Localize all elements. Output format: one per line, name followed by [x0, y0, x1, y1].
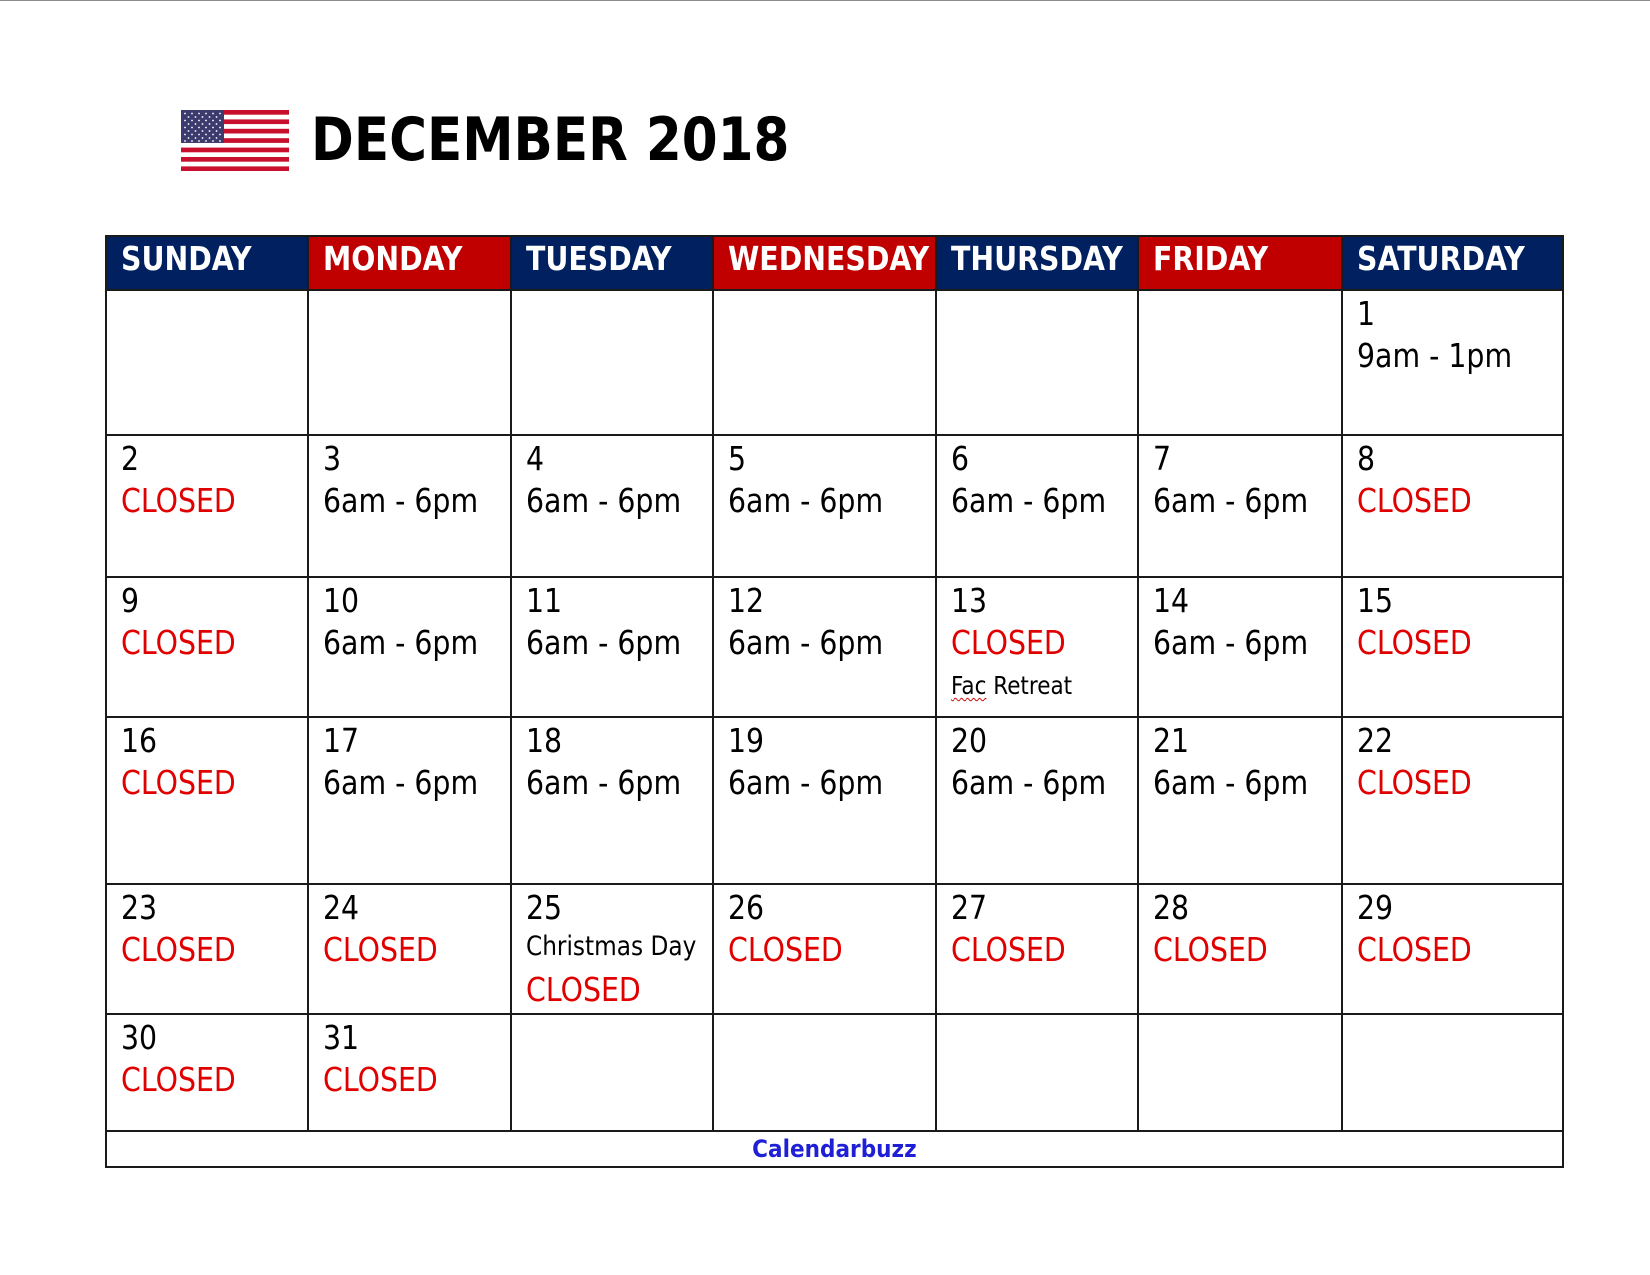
day-number: 1	[1357, 294, 1376, 333]
day-cell-content	[1153, 889, 1315, 973]
day-cell	[1342, 717, 1563, 884]
day-cell-content	[728, 440, 906, 524]
day-cell-content	[323, 582, 484, 666]
day-cell	[713, 1014, 936, 1131]
day-cell-content	[1153, 582, 1315, 666]
day-number: 26	[728, 888, 765, 927]
day-number: 17	[323, 721, 360, 760]
closed-label: CLOSED	[951, 623, 1066, 662]
day-cell	[1138, 717, 1342, 884]
day-number: 10	[323, 581, 360, 620]
day-cell-content	[323, 889, 484, 973]
hours-label: 9am - 1pm	[1357, 336, 1513, 375]
day-cell	[713, 577, 936, 717]
hours-label: 6am - 6pm	[728, 763, 884, 802]
day-number: 11	[526, 581, 563, 620]
day-cell	[511, 435, 713, 577]
week-row	[106, 577, 1563, 717]
day-number: 5	[728, 439, 747, 478]
day-number: 20	[951, 721, 988, 760]
day-cell	[106, 1014, 308, 1131]
day-number: 21	[1153, 721, 1190, 760]
weekday-header-row	[106, 236, 1563, 290]
closed-label: CLOSED	[121, 623, 236, 662]
closed-label: CLOSED	[121, 481, 236, 520]
day-cell-content	[1357, 295, 1533, 379]
day-cell	[713, 290, 936, 435]
week-row	[106, 290, 1563, 435]
day-cell	[713, 717, 936, 884]
closed-label: CLOSED	[951, 930, 1066, 969]
day-cell-content	[951, 582, 1111, 706]
week-row	[106, 435, 1563, 577]
day-cell-content	[121, 1019, 281, 1103]
day-number: 29	[1357, 888, 1394, 927]
day-cell	[1342, 290, 1563, 435]
day-number: 19	[728, 721, 765, 760]
week-row	[106, 1014, 1563, 1131]
hours-label: 6am - 6pm	[728, 481, 884, 520]
day-number: 31	[323, 1018, 360, 1057]
day-cell	[106, 884, 308, 1014]
hours-label: 6am - 6pm	[526, 481, 682, 520]
day-cell	[1138, 1014, 1342, 1131]
day-cell-content	[526, 582, 686, 666]
weekday-header-saturday: SATURDAY	[1342, 236, 1563, 290]
day-cell	[936, 717, 1138, 884]
day-number: 9	[121, 581, 140, 620]
day-cell	[511, 290, 713, 435]
hours-label: 6am - 6pm	[1153, 481, 1309, 520]
footer-cell	[106, 1131, 1563, 1167]
day-cell-content	[121, 440, 281, 524]
day-cell	[308, 290, 511, 435]
closed-label: CLOSED	[1357, 763, 1472, 802]
hours-label: 6am - 6pm	[1153, 763, 1309, 802]
day-cell	[511, 884, 713, 1014]
title-row	[181, 105, 867, 175]
day-number: 2	[121, 439, 140, 478]
day-number: 6	[951, 439, 970, 478]
day-cell-content	[951, 722, 1111, 806]
closed-label: CLOSED	[323, 1060, 438, 1099]
day-number: 24	[323, 888, 360, 927]
day-cell-content	[1357, 889, 1533, 973]
event-note: Fac Retreat	[951, 671, 1073, 700]
hours-label: 6am - 6pm	[323, 623, 479, 662]
day-cell	[713, 884, 936, 1014]
hours-label: 6am - 6pm	[1153, 623, 1309, 662]
day-number: 12	[728, 581, 765, 620]
day-cell-content	[323, 1019, 484, 1103]
top-divider	[0, 0, 1650, 1]
closed-label: CLOSED	[526, 970, 641, 1009]
day-number: 16	[121, 721, 158, 760]
closed-label: CLOSED	[121, 1060, 236, 1099]
hours-label: 6am - 6pm	[323, 481, 479, 520]
day-cell	[308, 717, 511, 884]
day-number: 28	[1153, 888, 1190, 927]
day-cell-content	[1153, 722, 1315, 806]
closed-label: CLOSED	[121, 763, 236, 802]
weekday-header-tuesday: TUESDAY	[511, 236, 713, 290]
hours-label: 6am - 6pm	[526, 763, 682, 802]
hours-label: 6am - 6pm	[526, 623, 682, 662]
closed-label: CLOSED	[1357, 481, 1472, 520]
closed-label: CLOSED	[1357, 930, 1472, 969]
calendar-grid	[105, 235, 1564, 1168]
day-cell	[1342, 884, 1563, 1014]
weekday-header-friday: FRIDAY	[1138, 236, 1342, 290]
day-cell	[936, 884, 1138, 1014]
day-cell	[936, 1014, 1138, 1131]
footer-row	[106, 1131, 1563, 1167]
weekday-header-sunday: SUNDAY	[106, 236, 308, 290]
day-cell	[936, 290, 1138, 435]
day-number: 23	[121, 888, 158, 927]
day-number: 30	[121, 1018, 158, 1057]
day-cell	[936, 435, 1138, 577]
day-number: 7	[1153, 439, 1172, 478]
day-cell-content	[121, 722, 281, 806]
hours-label: 6am - 6pm	[951, 763, 1107, 802]
day-cell-content	[1153, 440, 1315, 524]
weekday-header-thursday: THURSDAY	[936, 236, 1138, 290]
day-cell-content	[1357, 582, 1533, 666]
day-cell	[308, 1014, 511, 1131]
day-cell-content	[323, 440, 484, 524]
day-cell-content	[526, 440, 686, 524]
closed-label: CLOSED	[728, 930, 843, 969]
day-number: 14	[1153, 581, 1190, 620]
day-cell	[106, 290, 308, 435]
day-cell	[1342, 1014, 1563, 1131]
event-note: Christmas Day	[526, 931, 697, 962]
day-number: 13	[951, 581, 988, 620]
hours-label: 6am - 6pm	[728, 623, 884, 662]
day-cell	[308, 884, 511, 1014]
page-title: DECEMBER 2018	[311, 105, 790, 175]
day-number: 15	[1357, 581, 1394, 620]
day-cell	[308, 435, 511, 577]
day-cell-content	[323, 722, 484, 806]
day-number: 25	[526, 888, 563, 927]
day-cell-content	[526, 888, 697, 1013]
us-flag-icon	[181, 110, 289, 171]
day-cell-content	[1357, 440, 1533, 524]
day-cell	[106, 577, 308, 717]
day-cell	[106, 435, 308, 577]
day-cell-content	[1357, 722, 1533, 806]
day-cell-content	[728, 582, 906, 666]
day-number: 27	[951, 888, 988, 927]
day-cell	[1138, 435, 1342, 577]
day-cell	[713, 435, 936, 577]
day-cell	[1138, 884, 1342, 1014]
day-cell-content	[728, 889, 906, 973]
week-row	[106, 884, 1563, 1014]
day-cell-content	[526, 722, 686, 806]
day-cell	[106, 717, 308, 884]
day-cell	[511, 717, 713, 884]
day-cell-content	[951, 440, 1111, 524]
day-cell	[1342, 435, 1563, 577]
day-number: 22	[1357, 721, 1394, 760]
day-cell-content	[951, 889, 1111, 973]
day-cell	[1342, 577, 1563, 717]
day-cell	[936, 577, 1138, 717]
day-cell-content	[121, 582, 281, 666]
day-cell	[511, 1014, 713, 1131]
day-cell	[1138, 290, 1342, 435]
hours-label: 6am - 6pm	[951, 481, 1107, 520]
closed-label: CLOSED	[1153, 930, 1268, 969]
closed-label: CLOSED	[121, 930, 236, 969]
weekday-header-monday: MONDAY	[308, 236, 511, 290]
day-cell-content	[121, 889, 281, 973]
day-cell	[308, 577, 511, 717]
day-number: 18	[526, 721, 563, 760]
day-cell-content	[728, 722, 906, 806]
day-number: 3	[323, 439, 342, 478]
closed-label: CLOSED	[323, 930, 438, 969]
footer-credit: Calendarbuzz	[752, 1135, 917, 1163]
day-cell	[1138, 577, 1342, 717]
week-row	[106, 717, 1563, 884]
day-cell	[511, 577, 713, 717]
weekday-header-wednesday: WEDNESDAY	[713, 236, 936, 290]
closed-label: CLOSED	[1357, 623, 1472, 662]
day-number: 8	[1357, 439, 1376, 478]
spellcheck-underline: Fac	[951, 671, 987, 700]
day-number: 4	[526, 439, 545, 478]
hours-label: 6am - 6pm	[323, 763, 479, 802]
